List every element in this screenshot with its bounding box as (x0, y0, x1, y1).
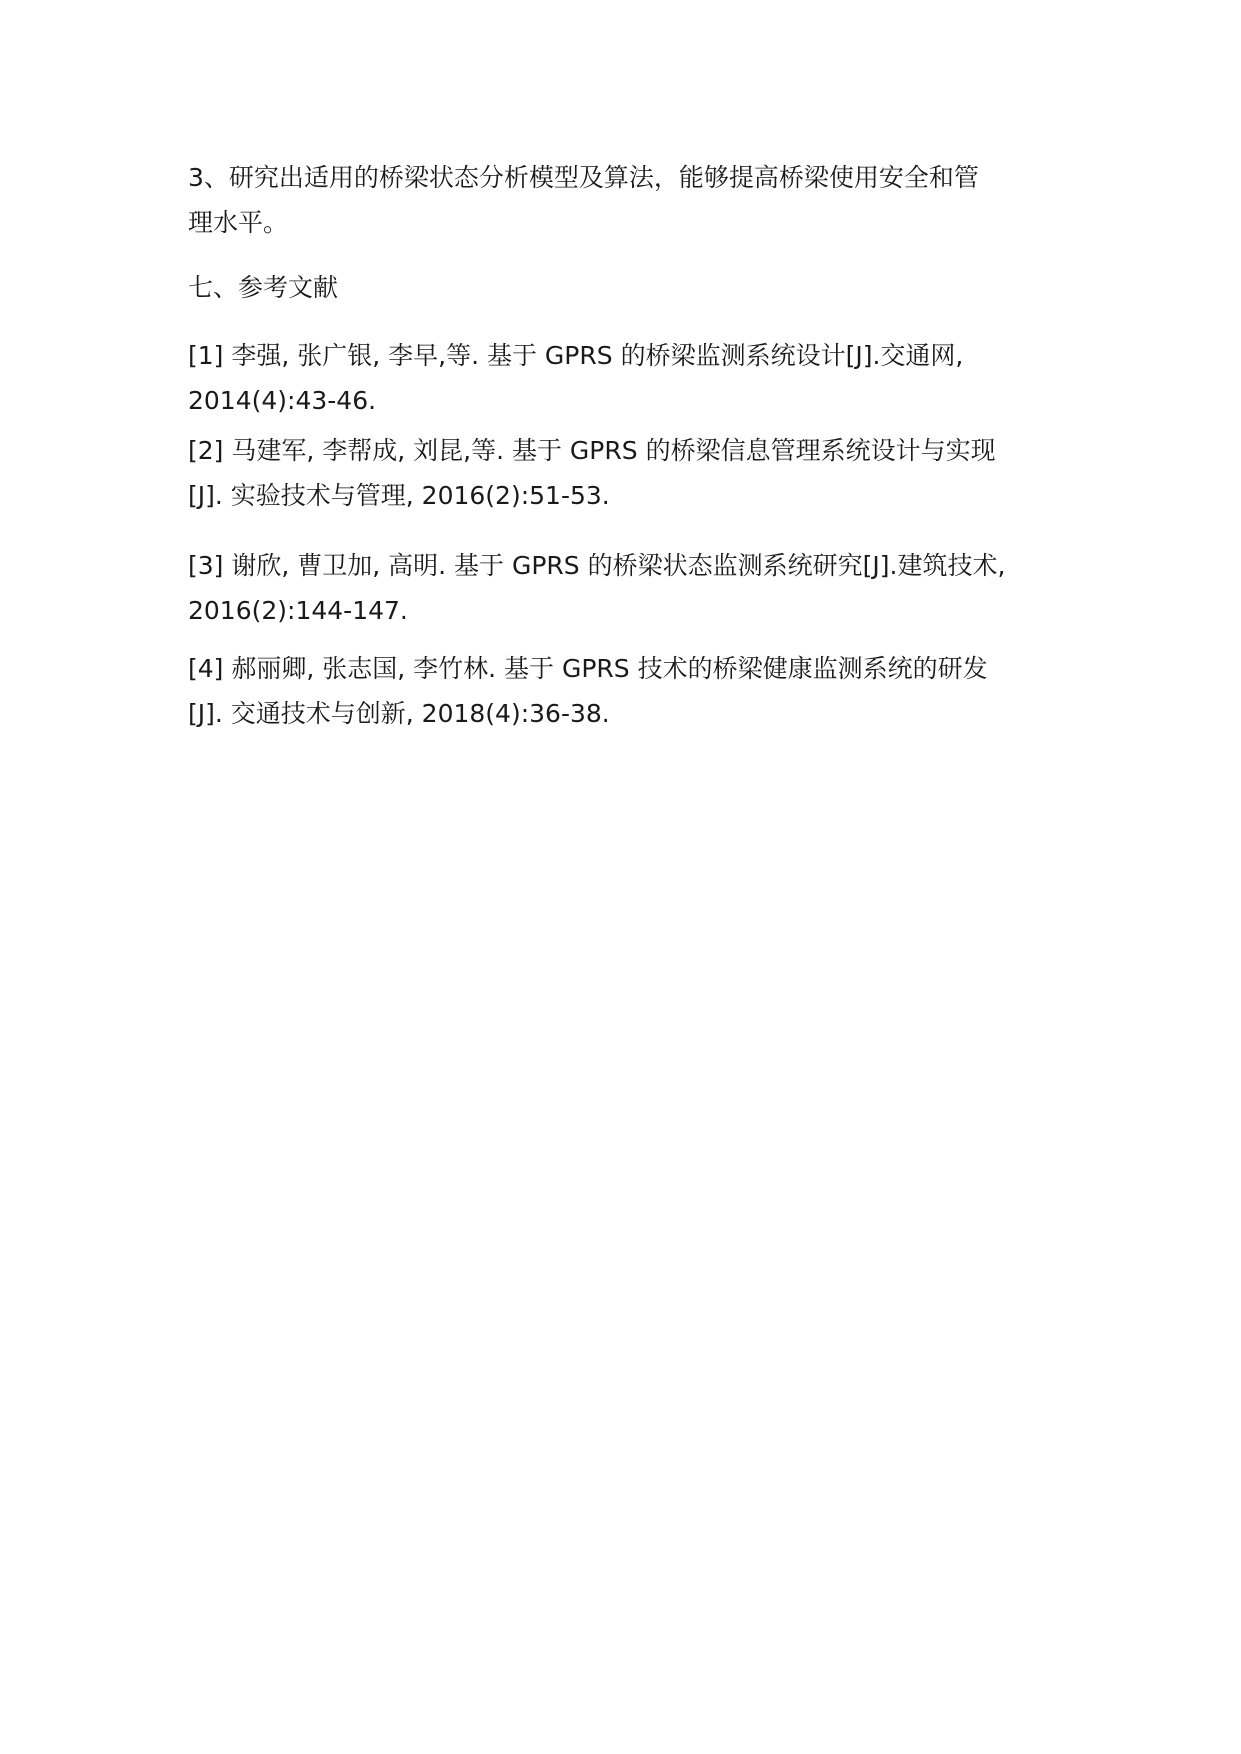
conclusion-item-3 (188, 155, 1068, 245)
reference-2-line-1: [2] 马建军, 李帮成, 刘昆,等. 基于 GPRS 的桥梁信息管理系统设计与实现 (188, 436, 996, 465)
references-heading: 七、参考文献 (188, 273, 339, 302)
reference-item-3 (188, 543, 1068, 633)
reference-1-line-1: [1] 李强, 张广银, 李早,等. 基于 GPRS 的桥梁监测系统设计[J].交通网, (188, 341, 964, 370)
reference-2-line-2: [J]. 实验技术与管理, 2016(2):51-53. (188, 481, 610, 510)
section-heading (188, 265, 1068, 310)
reference-4-line-1: [4] 郝丽卿, 张志国, 李竹林. 基于 GPRS 技术的桥梁健康监测系统的研发 (188, 654, 988, 683)
reference-item-4 (188, 646, 1068, 736)
reference-3-line-2: 2016(2):144-147. (188, 596, 408, 625)
document-page (188, 0, 1068, 1754)
conclusion-line-1: 3、研究出适用的桥梁状态分析模型及算法，能够提高桥梁使用安全和管 (188, 163, 979, 192)
reference-item-2 (188, 428, 1068, 518)
reference-3-line-1: [3] 谢欣, 曹卫加, 高明. 基于 GPRS 的桥梁状态监测系统研究[J].建筑技术, (188, 551, 1006, 580)
conclusion-line-2: 理水平。 (188, 208, 289, 237)
reference-item-1 (188, 333, 1068, 423)
reference-4-line-2: [J]. 交通技术与创新, 2018(4):36-38. (188, 699, 610, 728)
reference-1-line-2: 2014(4):43-46. (188, 386, 377, 415)
